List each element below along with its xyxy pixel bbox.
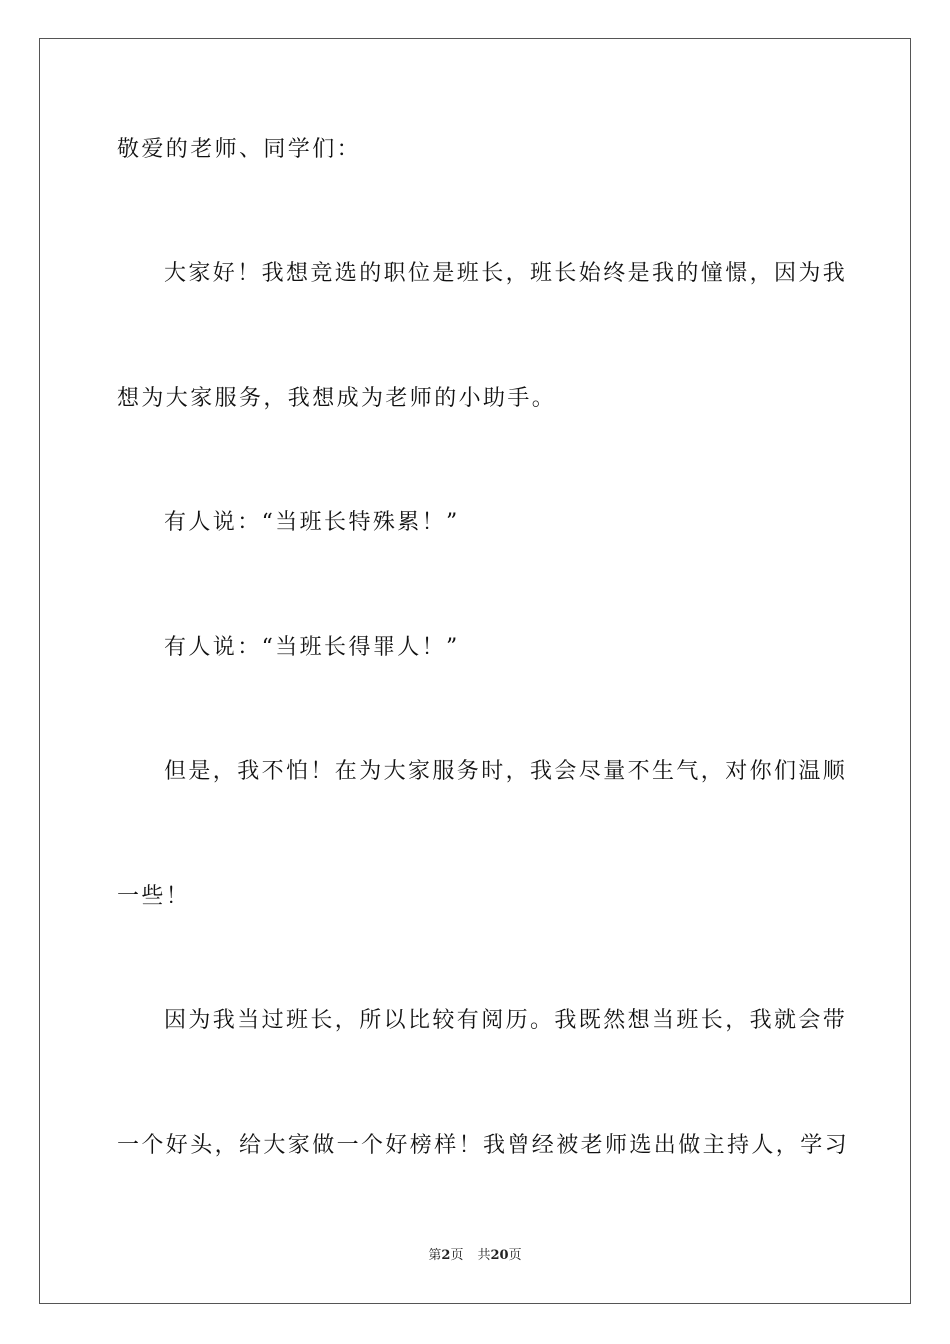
paragraph-line: 一些！ bbox=[117, 884, 191, 909]
page-border bbox=[39, 38, 911, 1304]
page-prefix: 第 bbox=[428, 1248, 442, 1263]
total-pages: 20 bbox=[490, 1248, 509, 1263]
page-number: 2 bbox=[441, 1248, 451, 1263]
paragraph-line: 大家好！我想竞选的职位是班长，班长始终是我的憧憬，因为我 bbox=[164, 261, 848, 286]
paragraph-line: 因为我当过班长，所以比较有阅历。我既然想当班长，我就会带 bbox=[164, 1008, 848, 1033]
page-footer bbox=[0, 1247, 950, 1265]
salutation-line: 敬爱的老师、同学们： bbox=[117, 137, 362, 162]
total-suffix: 页 bbox=[508, 1248, 522, 1263]
paragraph-line: 但是，我不怕！在为大家服务时，我会尽量不生气，对你们温顺 bbox=[164, 759, 848, 784]
paragraph-line: 想为大家服务，我想成为老师的小助手。 bbox=[117, 386, 557, 411]
page-suffix: 页 bbox=[450, 1248, 464, 1263]
paragraph-line: 一个好头，给大家做一个好榜样！我曾经被老师选出做主持人，学习 bbox=[117, 1133, 850, 1158]
paragraph-line: 有人说：“当班长得罪人！” bbox=[164, 635, 460, 660]
paragraph-line: 有人说：“当班长特殊累！” bbox=[164, 510, 460, 535]
total-prefix: 共 bbox=[477, 1248, 491, 1263]
